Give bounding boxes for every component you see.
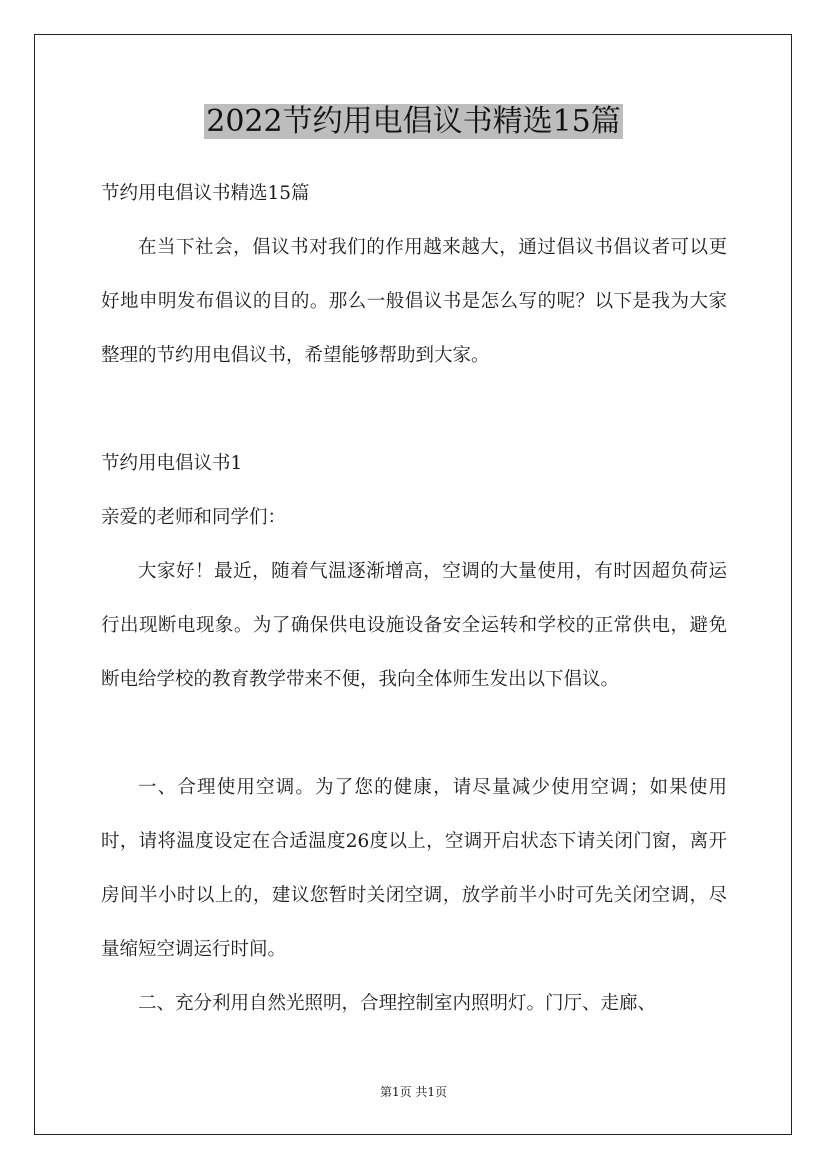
section-heading: 节约用电倡议书1 <box>101 453 243 474</box>
body-paragraph-1: 大家好！最近，随着气温逐渐增高，空调的大量使用，有时因超负荷运行出现断电现象。为了确保供电设施设备安全运转和学校的正常供电，避免断电给学校的教育教学带来不便，我向全体师生发出以下倡议。 <box>101 561 727 690</box>
body-paragraph-2: 一、合理使用空调。为了您的健康，请尽量减少使用空调；如果使用时，请将温度设定在合适温度26度以上，空调开启状态下请关闭门窗，离开房间半小时以上的，建议您暂时关闭空调，放学前半小时可先关闭空调，尽量缩短空调运行时间。 <box>101 777 727 960</box>
document-title <box>0 98 827 146</box>
document-title-text: 2022节约用电倡议书精选15篇 <box>206 104 621 139</box>
intro-paragraph: 在当下社会，倡议书对我们的作用越来越大，通过倡议书倡议者可以更好地申明发布倡议的目的。那么一般倡议书是怎么写的呢？以下是我为大家整理的节约用电倡议书，希望能够帮助到大家。 <box>101 237 727 366</box>
body-paragraph-3: 二、充分利用自然光照明，合理控制室内照明灯。门厅、走廊、 <box>138 993 657 1014</box>
document-subtitle: 节约用电倡议书精选15篇 <box>101 183 310 204</box>
salutation: 亲爱的老师和同学们： <box>101 507 287 528</box>
page-footer: 第1页 共1页 <box>379 1085 448 1099</box>
